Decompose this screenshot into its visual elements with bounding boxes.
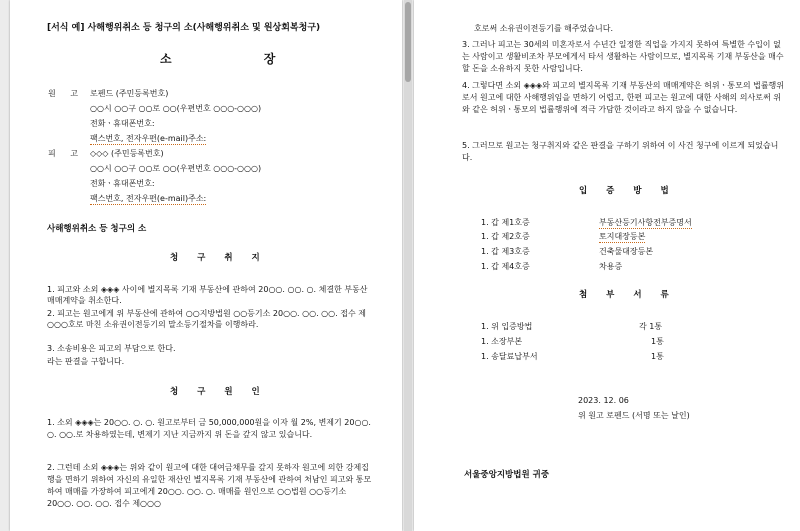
attachment-count-2: 1통 (651, 337, 664, 346)
claim-item-3: 3. 소송비용은 피고의 부담으로 한다. (47, 344, 176, 353)
evidence-no-3: 1. 갑 제3호증 (481, 247, 530, 256)
plaintiff-name: 로펜드 (주민등록번호) (90, 89, 169, 98)
claim-item-1: 1. 피고와 소외 ◈◈◈ 사이에 별지목록 기재 부동산에 관하여 20○○. ○○. ○. 체결한 부동산매매계약을 취소한다. (47, 285, 368, 305)
attachments-heading: 첨 부 서 류 (579, 290, 677, 300)
evidence-no-4: 1. 갑 제4호증 (481, 262, 530, 271)
evidence-desc-4: 차용증 (599, 262, 623, 271)
evidence-no-2: 1. 갑 제2호증 (481, 232, 530, 241)
claim-item-2: 2. 피고는 원고에게 위 부동산에 관하여 ○○지방법원 ○○등기소 20○○. ○○. ○○. 접수 제○○○호로 마친 소유권이전등기의 말소등기절차를 이행하라. (47, 309, 366, 329)
vertical-scrollbar[interactable] (404, 0, 412, 531)
plaintiff-label: 원 고 (48, 89, 84, 98)
attachment-name-3: 1. 송달료납부서 (481, 352, 538, 361)
scrollbar-thumb[interactable] (405, 2, 411, 82)
cause-heading: 청 구 원 인 (170, 387, 268, 397)
filing-date: 2023. 12. 06 (578, 396, 629, 405)
evidence-desc-1: 부동산등기사항전부증명서 (599, 218, 692, 227)
cause-item-3: 3. 그러나 피고는 30세의 미혼자로서 수년간 일정한 직업을 가지지 못하여 특별한 수입이 없는 사람이고 생활비조차 부모에게서 타서 생활하는 사람이므로, 별지목록 기재 부동산을 매수할 돈을 소유하지 못한 사람입니다. (462, 40, 784, 73)
document-page-right (414, 0, 800, 531)
attachment-count-1: 각 1통 (639, 322, 663, 331)
cause-item-4: 4. 그렇다면 소외 ◈◈◈와 피고의 별지목록 기재 부동산의 매매계약은 허위ㆍ통모의 법률행위로서 원고에 대한 사해행위임을 면하기 어렵고, 한편 피고는 원고에 대한 사해의 의사로써 위와 같은 허위ㆍ통모의 법률행위에 적극 가담한 것이라고 하지 않을 수 없습니다. (462, 81, 784, 114)
document-title: 소 장 (160, 52, 320, 66)
cause-item-5: 5. 그러므로 원고는 청구취지와 같은 판결을 구하기 위하여 이 사건 청구에 이르게 되었습니다. (462, 141, 779, 162)
claim-heading: 청 구 취 지 (170, 253, 268, 263)
plaintiff-fax-email: 팩스번호, 전자우편(e-mail)주소: (90, 134, 207, 143)
evidence-desc-3: 건축물대장등본 (599, 247, 654, 256)
attachment-count-3: 1통 (651, 352, 664, 361)
defendant-label: 피 고 (48, 149, 84, 158)
attachment-name-1: 1. 위 입증방법 (481, 322, 533, 331)
plaintiff-address: ○○시 ○○구 ○○로 ○○(우편번호 ○○○-○○○) (90, 104, 262, 113)
evidence-desc-2: 토지대장등본 (599, 232, 646, 241)
form-header: [서식 예] 사해행위취소 등 청구의 소(사해행위취소 및 원상회복청구) (47, 23, 321, 33)
defendant-name: ◇◇◇ (주민등록번호) (90, 149, 164, 158)
attachment-name-2: 1. 소장부본 (481, 337, 523, 346)
evidence-no-1: 1. 갑 제1호증 (481, 218, 530, 227)
defendant-fax-email: 팩스번호, 전자우편(e-mail)주소: (90, 194, 207, 203)
court-addressee: 서울중앙지방법원 귀중 (464, 470, 550, 480)
claim-closing: 라는 판결을 구합니다. (47, 357, 125, 366)
plaintiff-phone: 전화ㆍ휴대폰번호: (90, 119, 155, 128)
case-title: 사해행위취소 등 청구의 소 (47, 224, 147, 234)
signer-line: 위 원고 로펜드 (서명 또는 날인) (578, 411, 690, 420)
defendant-address: ○○시 ○○구 ○○로 ○○(우편번호 ○○○-○○○) (90, 164, 262, 173)
cause-item-1: 1. 소외 ◈◈◈는 20○○. ○. ○. 원고로부터 금 50,000,000원을 이자 월 2%, 변제기 20○○. ○. ○○.로 차용하였는데, 변제기 지난 지금까지 위 돈을 갚지 않고 있습니다. (47, 418, 371, 439)
defendant-phone: 전화ㆍ휴대폰번호: (90, 179, 155, 188)
cause-continuation: 호로써 소유권이전등기를 해주었습니다. (474, 24, 614, 33)
cause-item-2: 2. 그런데 소외 ◈◈◈는 위와 같이 원고에 대한 대여금채무를 갚지 못하자 원고에 의한 강제집행을 면하기 위하여 자신의 유일한 재산인 별지목록 기재 부동산에 관하여 처남인 피고와 통모하여 매매를 가장하여 피고에게 20○○. ○○. ○. 매매를 원인으로 ○○법원 ○○등기소 20○○. ○○. ○○. 접수 제○○○ (47, 463, 372, 508)
evidence-heading: 입 증 방 법 (579, 186, 677, 196)
document-page-left (10, 0, 402, 531)
